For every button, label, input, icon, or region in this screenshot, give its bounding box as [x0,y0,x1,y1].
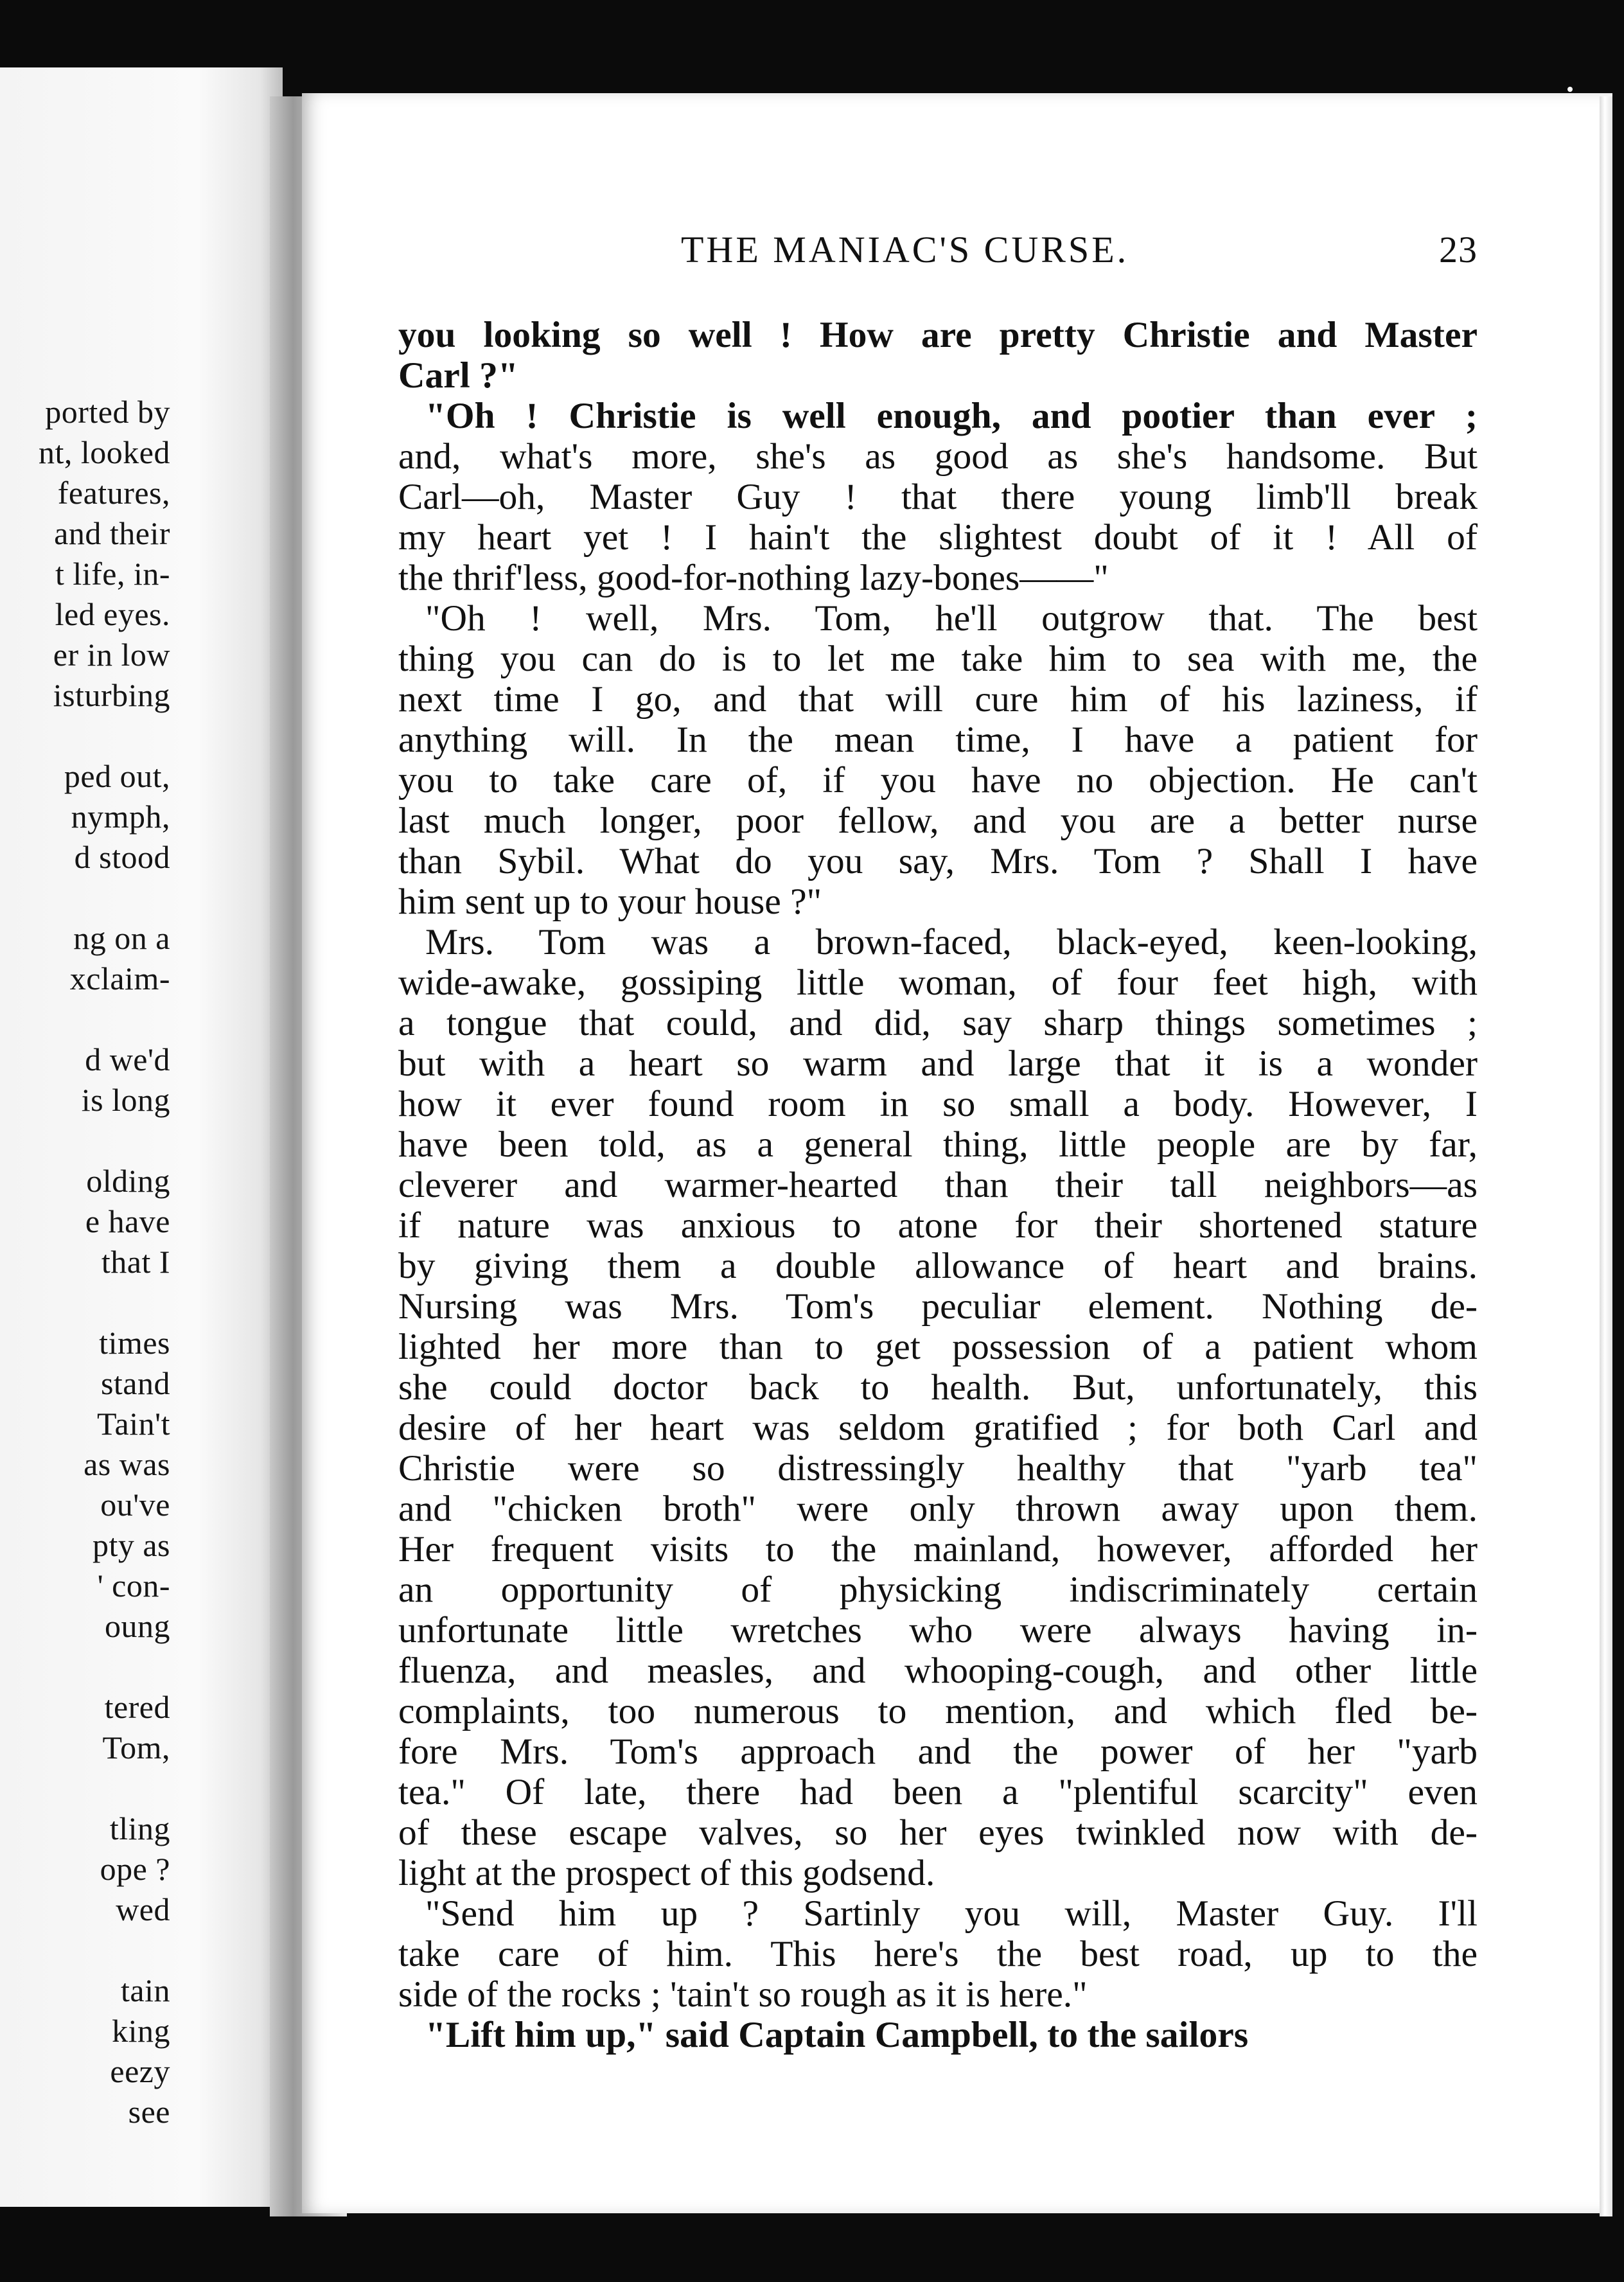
left-page-line [0,716,170,756]
left-page-line: nt, looked [39,434,170,470]
text-line: she could doctor back to health. But, unfortunately, this [398,1367,1478,1408]
text-line: side of the rocks ; 'tain't so rough as it is here." [398,1974,1088,2015]
text-line: and, what's more, she's as good as she's handsome. But [398,436,1478,477]
left-page-line: ng on a [73,920,170,956]
running-head [681,228,1478,279]
text-line: wide-awake, gossiping little woman, of four feet high, with [398,962,1478,1003]
text-line: thing you can do is to let me take him to sea with me, the [398,639,1478,679]
left-page-line: that I [101,1244,170,1280]
left-page-text [0,392,170,2132]
text-line: next time I go, and that will cure him of his laziness, if [398,679,1478,720]
left-page-line: see [128,2094,170,2130]
text-line: take care of him. This here's the best road, up to the [398,1934,1478,1974]
text-line: Carl—oh, Master Guy ! that there young limb'll break [398,477,1478,517]
text-line: a tongue that could, and did, say sharp things sometimes ; [398,1003,1478,1043]
left-page-line [0,878,170,918]
left-page-line: features, [57,475,170,511]
text-line: the thrif'less, good-for-nothing lazy-bones——" [398,558,1109,598]
left-page-line: ope ? [100,1851,170,1887]
left-page-line: xclaim- [69,960,170,996]
left-page-line [0,1282,170,1323]
dust-speck [1567,87,1573,92]
running-head-title: THE MANIAC'S CURSE. [681,229,1129,270]
left-page [0,67,283,2207]
left-page-line: ou've [100,1487,170,1523]
text-line: but with a heart so warm and large that it is a wonder [398,1043,1478,1084]
text-line: fluenza, and measles, and whooping-cough, and other little [398,1650,1478,1691]
text-line: of these escape valves, so her eyes twinkled now with de- [398,1812,1478,1853]
left-page-line: as was [84,1446,170,1482]
left-page-line: stand [100,1365,170,1401]
left-page-line: led eyes. [55,596,170,632]
left-page-line [0,1647,170,1687]
left-page-line: and their [54,515,170,551]
left-page-line: eezy [110,2053,170,2089]
text-line: him sent up to your house ?" [398,881,822,922]
left-page-line: er in low [53,637,170,673]
left-page-line: tling [109,1810,170,1846]
left-page-line: Tain't [96,1406,170,1442]
text-line: last much longer, poor fellow, and you are a better nurse [398,800,1478,841]
text-line: my heart yet ! I hain't the slightest doubt of it ! All of [398,517,1478,558]
left-page-line [0,1930,170,1970]
left-page-line: ported by [45,394,170,430]
page-number: 23 [1439,229,1478,270]
left-page-line: d stood [74,839,170,875]
text-line: have been told, as a general thing, little people are by far, [398,1124,1478,1165]
left-page-line: king [112,2013,170,2049]
text-line: you looking so well ! How are pretty Christie and Master [398,315,1478,355]
text-line: lighted her more than to get possession of a patient whom [398,1327,1478,1367]
left-page-line: wed [116,1891,170,1927]
left-page-line: tered [104,1689,170,1725]
text-line: desire of her heart was seldom gratified ; for both Carl and [398,1408,1478,1448]
text-line: anything will. In the mean time, I have a patient for [398,720,1478,760]
left-page-line [0,1120,170,1161]
text-line: than Sybil. What do you say, Mrs. Tom ? Shall I have [398,841,1478,881]
text-line: "Lift him up," said Captain Campbell, to the sailors [425,2015,1249,2055]
left-page-line [0,1768,170,1809]
text-line: fore Mrs. Tom's approach and the power of her "yarb [398,1731,1478,1772]
left-page-line: tain [121,1972,170,2008]
left-page-line: ped out, [64,758,170,794]
left-page-line: Tom, [102,1729,170,1765]
text-line: Nursing was Mrs. Tom's peculiar element. Nothing de- [398,1286,1478,1327]
text-line: Christie were so distressingly healthy that "yarb tea" [398,1448,1478,1489]
text-line: an opportunity of physicking indiscriminately certain [398,1570,1478,1610]
text-line: Mrs. Tom was a brown-faced, black-eyed, keen-looking, [425,922,1478,962]
left-page-line: olding [86,1163,170,1199]
text-line: complaints, too numerous to mention, and which fled be- [398,1691,1478,1731]
text-line: "Send him up ? Sartinly you will, Master Guy. I'll [425,1893,1478,1934]
left-page-line: oung [105,1608,170,1644]
text-line: and "chicken broth" were only thrown away upon them. [398,1489,1478,1529]
text-line: Carl ?" [398,355,518,396]
text-line: "Oh ! Christie is well enough, and pootier than ever ; [425,396,1478,436]
body-text [398,315,1478,2055]
left-page-line: ' con- [97,1568,170,1604]
text-line: by giving them a double allowance of heart and brains. [398,1246,1478,1286]
left-page-line: pty as [92,1527,170,1563]
left-page-line: isturbing [53,677,170,713]
left-page-line: times [99,1325,170,1361]
page-edge [1600,96,1612,2216]
left-page-line [0,999,170,1039]
left-page-line: nymph, [71,799,170,835]
left-page-line: d we'd [85,1041,170,1077]
text-line: how it ever found room in so small a body. However, I [398,1084,1478,1124]
text-line: you to take care of, if you have no objection. He can't [398,760,1478,800]
text-line: "Oh ! well, Mrs. Tom, he'll outgrow that. The best [425,598,1478,639]
text-line: tea." Of late, there had been a "plentiful scarcity" even [398,1772,1478,1812]
text-line: if nature was anxious to atone for their shortened stature [398,1205,1478,1246]
text-line: light at the prospect of this godsend. [398,1853,935,1893]
text-line: cleverer and warmer-hearted than their tall neighbors—as [398,1165,1478,1205]
left-page-line: t life, in- [55,556,170,592]
left-page-line: e have [85,1203,170,1239]
left-page-line: is long [81,1082,170,1118]
text-line: unfortunate little wretches who were always having in- [398,1610,1478,1650]
text-line: Her frequent visits to the mainland, however, afforded her [398,1529,1478,1570]
